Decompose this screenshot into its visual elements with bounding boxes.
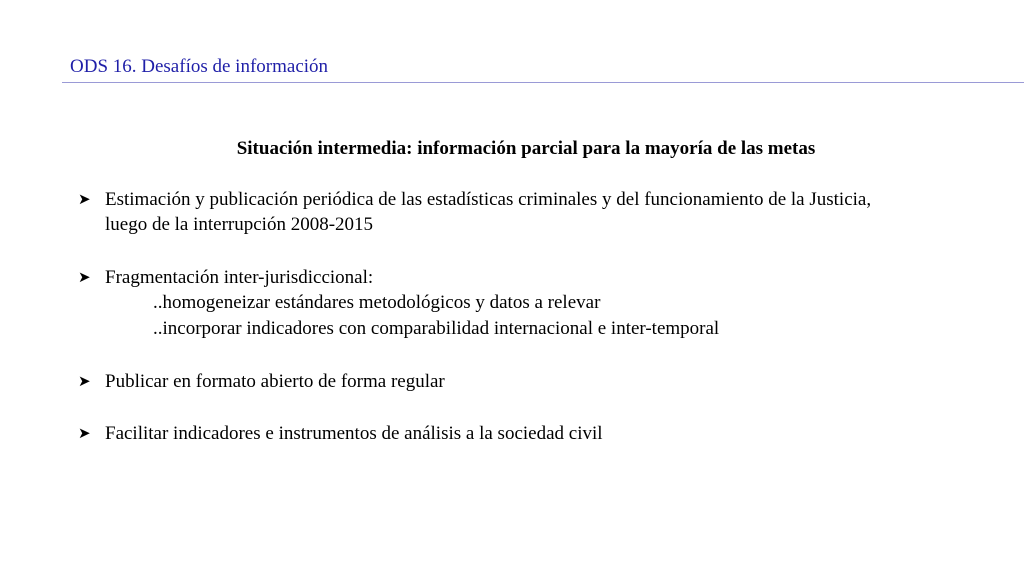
bullet-text: Facilitar indicadores e instrumentos de análisis a la sociedad civil: [105, 423, 603, 444]
bullet-item-estimacion: [78, 186, 871, 213]
bullet-continuation: luego de la interrupción 2008-2015: [105, 214, 374, 235]
arrow-bullet-icon: ➤: [78, 424, 91, 442]
slide-subtitle: Situación intermedia: información parcial para la mayoría de las metas: [236, 138, 816, 159]
bullet-text: Publicar en formato abierto de forma regular: [105, 371, 445, 392]
slide-header-title: ODS 16. Desafíos de información: [70, 56, 329, 77]
bullet-text: Fragmentación inter-jurisdiccional:: [105, 267, 374, 288]
arrow-bullet-icon: ➤: [78, 268, 91, 286]
header-divider: [62, 82, 1024, 83]
bullet-item-facilitar: [78, 420, 603, 447]
arrow-bullet-icon: ➤: [78, 372, 91, 390]
arrow-bullet-icon: ➤: [78, 190, 91, 208]
sub-item-incorporar: ..incorporar indicadores con comparabilidad internacional e inter-temporal: [153, 318, 720, 339]
bullet-item-publicar: [78, 368, 445, 395]
sub-item-homogeneizar: ..homogeneizar estándares metodológicos y datos a relevar: [153, 292, 601, 313]
bullet-text: Estimación y publicación periódica de las estadísticas criminales y del funcionamiento de la Justicia,: [105, 189, 872, 210]
bullet-item-fragmentacion: [78, 264, 373, 291]
